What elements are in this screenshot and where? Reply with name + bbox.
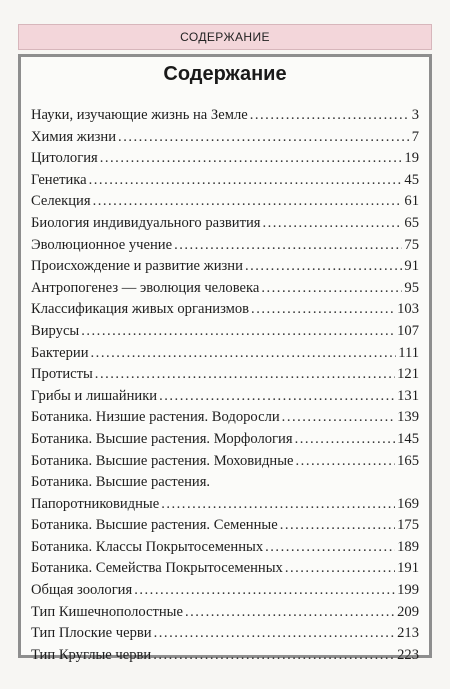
dot-leader bbox=[153, 645, 395, 667]
dot-leader bbox=[91, 343, 397, 365]
entry-title: Ботаника. Классы Покрытосеменных bbox=[31, 538, 264, 555]
dot-leader bbox=[81, 321, 395, 343]
entry-title: Ботаника. Высшие растения. bbox=[31, 474, 211, 491]
dot-leader bbox=[285, 558, 395, 580]
dot-leader bbox=[134, 580, 395, 602]
dot-leader bbox=[161, 494, 395, 516]
dot-leader bbox=[296, 451, 396, 473]
contents-entry[interactable] bbox=[31, 148, 419, 170]
entry-page-number: 7 bbox=[411, 128, 419, 145]
entry-page-number: 199 bbox=[397, 582, 419, 599]
dot-leader bbox=[295, 429, 396, 451]
entry-page-number: 107 bbox=[397, 322, 419, 339]
entry-page-number: 165 bbox=[397, 452, 419, 469]
contents-entry[interactable] bbox=[31, 580, 419, 602]
entry-title: Антропогенез — эволюция человека bbox=[31, 279, 260, 296]
entry-title: Тип Круглые черви bbox=[31, 646, 152, 663]
contents-frame bbox=[18, 54, 432, 663]
entry-page-number: 223 bbox=[397, 646, 419, 663]
entry-page-number: 111 bbox=[398, 344, 419, 361]
entry-page-number: 75 bbox=[404, 236, 419, 253]
entry-title: Цитология bbox=[31, 150, 98, 167]
dot-leader bbox=[100, 148, 403, 170]
entry-title: Грибы и лишайники bbox=[31, 387, 158, 404]
dot-leader bbox=[261, 278, 402, 300]
entry-title: Ботаника. Семейства Покрытосеменных bbox=[31, 560, 283, 577]
contents-entry[interactable] bbox=[31, 386, 419, 408]
entry-page-number: 189 bbox=[397, 538, 419, 555]
entry-page-number: 19 bbox=[404, 150, 419, 167]
contents-entry[interactable] bbox=[31, 645, 419, 667]
dot-leader bbox=[280, 515, 395, 537]
contents-entry[interactable] bbox=[31, 127, 419, 149]
contents-entry[interactable] bbox=[31, 623, 419, 645]
entry-page-number: 139 bbox=[397, 409, 419, 426]
contents-entry[interactable] bbox=[31, 364, 419, 386]
entry-title: Бактерии bbox=[31, 344, 89, 361]
dot-leader bbox=[93, 191, 403, 213]
contents-entry[interactable] bbox=[31, 494, 419, 516]
entry-title: Химия жизни bbox=[31, 128, 117, 145]
contents-entry[interactable] bbox=[31, 537, 419, 559]
entry-title: Тип Плоские черви bbox=[31, 625, 152, 642]
entry-title: Папоротниковидные bbox=[31, 495, 160, 512]
entry-title: Ботаника. Высшие растения. Семенные bbox=[31, 517, 278, 534]
dot-leader bbox=[245, 256, 402, 278]
running-header bbox=[18, 24, 432, 50]
entry-page-number: 65 bbox=[404, 214, 419, 231]
dot-leader bbox=[251, 299, 395, 321]
contents-entry[interactable] bbox=[31, 256, 419, 278]
contents-entry[interactable] bbox=[31, 170, 419, 192]
dot-leader bbox=[174, 235, 402, 257]
entry-page-number: 91 bbox=[404, 258, 419, 275]
contents-entry[interactable] bbox=[31, 515, 419, 537]
dot-leader bbox=[185, 602, 395, 624]
dot-leader bbox=[95, 364, 395, 386]
entry-page-number: 131 bbox=[397, 387, 419, 404]
dot-leader bbox=[282, 407, 395, 429]
entry-title: Биология индивидуального развития bbox=[31, 214, 261, 231]
entry-title: Тип Кишечнополостные bbox=[31, 603, 183, 620]
entry-title: Происхождение и развитие жизни bbox=[31, 258, 243, 275]
entry-page-number: 103 bbox=[397, 301, 419, 318]
contents-entry[interactable] bbox=[31, 407, 419, 429]
dot-leader bbox=[250, 105, 410, 127]
entry-page-number: 145 bbox=[397, 430, 419, 447]
contents-entry[interactable] bbox=[31, 299, 419, 321]
contents-entry[interactable] bbox=[31, 472, 419, 494]
entry-page-number: 121 bbox=[397, 366, 419, 383]
dot-leader bbox=[265, 537, 395, 559]
contents-entry[interactable] bbox=[31, 558, 419, 580]
contents-title: Содержание bbox=[163, 63, 287, 85]
entry-title: Ботаника. Низшие растения. Водоросли bbox=[31, 409, 280, 426]
entry-page-number: 3 bbox=[411, 107, 419, 123]
entry-title: Ботаника. Высшие растения. Морфология bbox=[31, 430, 293, 447]
dot-leader bbox=[118, 127, 410, 149]
running-header-label: СОДЕРЖАНИЕ bbox=[180, 30, 270, 44]
contents-entry[interactable] bbox=[31, 191, 419, 213]
contents-list bbox=[31, 105, 419, 666]
entry-page-number: 191 bbox=[397, 560, 419, 577]
entry-title: Генетика bbox=[31, 171, 87, 188]
contents-entry[interactable] bbox=[31, 602, 419, 624]
dot-leader bbox=[154, 623, 395, 645]
entry-page-number: 61 bbox=[404, 193, 419, 210]
entry-title: Вирусы bbox=[31, 322, 80, 339]
entry-page-number: 175 bbox=[397, 517, 419, 534]
dot-leader bbox=[159, 386, 395, 408]
dot-leader bbox=[262, 213, 402, 235]
entry-page-number: 45 bbox=[404, 171, 419, 188]
entry-page-number: 209 bbox=[397, 603, 419, 620]
entry-page-number: 95 bbox=[404, 279, 419, 296]
entry-title: Ботаника. Высшие растения. Моховидные bbox=[31, 452, 294, 469]
entry-page-number: 213 bbox=[397, 625, 419, 642]
contents-entry[interactable] bbox=[31, 105, 419, 127]
contents-entry[interactable] bbox=[31, 213, 419, 235]
entry-page-number: 169 bbox=[397, 495, 419, 512]
contents-entry[interactable] bbox=[31, 278, 419, 300]
contents-entry[interactable] bbox=[31, 321, 419, 343]
contents-entry[interactable] bbox=[31, 235, 419, 257]
entry-title: Селекция bbox=[31, 193, 91, 210]
entry-title: Эволюционное учение bbox=[31, 236, 173, 253]
contents-entry[interactable] bbox=[31, 451, 419, 473]
entry-title: Протисты bbox=[31, 366, 93, 383]
contents-entry[interactable] bbox=[31, 429, 419, 451]
entry-title: Общая зоология bbox=[31, 582, 133, 599]
contents-entry[interactable] bbox=[31, 343, 419, 365]
dot-leader bbox=[89, 170, 403, 192]
entry-title: Науки, изучающие жизнь на Земле bbox=[31, 107, 248, 123]
entry-title: Классификация живых организмов bbox=[31, 301, 250, 318]
